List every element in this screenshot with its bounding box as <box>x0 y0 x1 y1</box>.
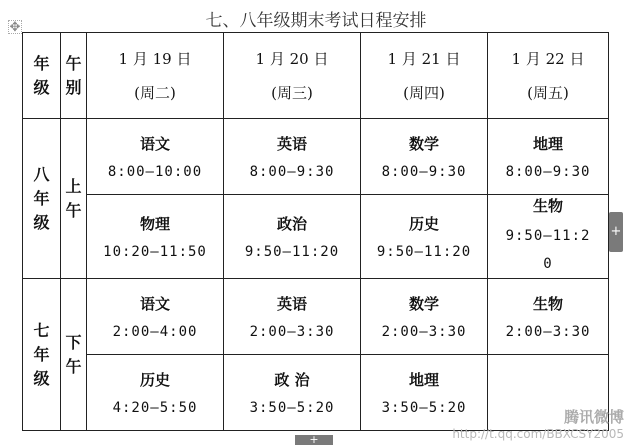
exam-cell: 生物 2:00—3:30 <box>488 279 609 355</box>
exam-cell: 数学 2:00—3:30 <box>361 279 488 355</box>
day-header-2: 1 月 21 日 (周四) <box>361 33 488 119</box>
exam-cell: 生物 9:50—11:2 0 <box>488 195 609 279</box>
exam-cell: 物理 10:20—11:50 <box>87 195 224 279</box>
day-header-0: 1 月 19 日 (周二) <box>87 33 224 119</box>
table-move-handle-icon[interactable]: ✥ <box>9 20 21 35</box>
exam-cell: 政 治 3:50—5:20 <box>224 355 361 431</box>
exam-cell: 英语 2:00—3:30 <box>224 279 361 355</box>
watermark-url: http://t.qq.com/BBXCSY2005 <box>452 427 624 441</box>
grade7-label: 七 年 级 <box>23 279 61 431</box>
exam-cell: 数学 8:00—9:30 <box>361 119 488 195</box>
grade8-row-2 <box>23 195 609 279</box>
side-expand-plus-icon[interactable]: + <box>609 212 623 252</box>
header-row <box>23 33 609 119</box>
watermark-brand: 腾讯微博 <box>563 408 624 426</box>
day-header-1: 1 月 20 日 (周三) <box>224 33 361 119</box>
bottom-expand-plus-icon[interactable]: + <box>295 435 333 445</box>
grade8-row-1 <box>23 119 609 195</box>
exam-cell: 地理 3:50—5:20 <box>361 355 488 431</box>
exam-cell: 语文 8:00—10:00 <box>87 119 224 195</box>
exam-cell: 地理 8:00—9:30 <box>488 119 609 195</box>
grade7-row-1 <box>23 279 609 355</box>
period-header: 午 别 <box>61 33 87 119</box>
grade8-label: 八 年 级 <box>23 119 61 279</box>
exam-cell: 政治 9:50—11:20 <box>224 195 361 279</box>
exam-cell: 英语 8:00—9:30 <box>224 119 361 195</box>
watermark <box>452 406 624 441</box>
exam-cell: 历史 9:50—11:20 <box>361 195 488 279</box>
exam-cell: 语文 2:00—4:00 <box>87 279 224 355</box>
exam-schedule-table <box>22 32 609 431</box>
day-header-3: 1 月 22 日 (周五) <box>488 33 609 119</box>
grade-header: 年 级 <box>23 33 61 119</box>
page-title: 七、八年级期末考试日程安排 <box>205 11 427 31</box>
exam-cell: 历史 4:20—5:50 <box>87 355 224 431</box>
grade7-period: 下 午 <box>61 279 87 431</box>
grade8-period: 上 午 <box>61 119 87 279</box>
